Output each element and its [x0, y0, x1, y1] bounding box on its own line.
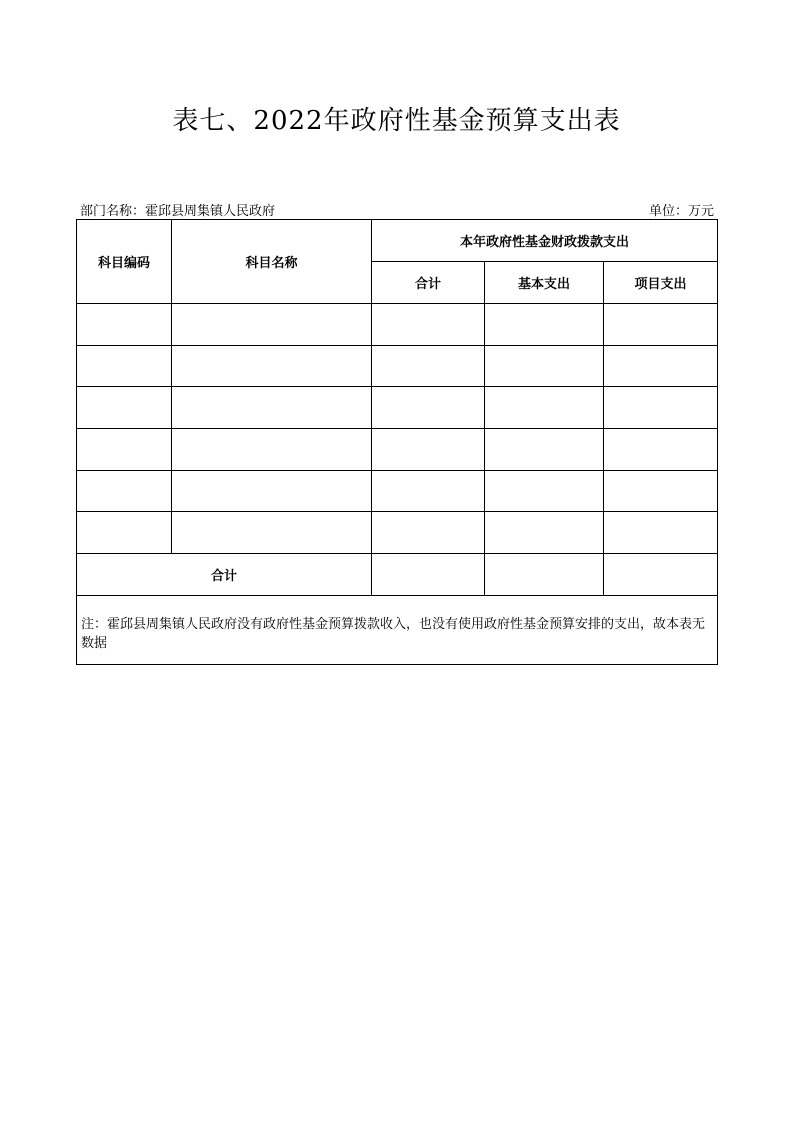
cell-basic [485, 471, 604, 512]
cell-code [77, 471, 172, 512]
budget-table [76, 219, 718, 665]
cell-project [604, 346, 718, 387]
header-project: 项目支出 [604, 262, 718, 304]
table-row [77, 429, 718, 471]
cell-total [372, 387, 485, 429]
page-title: 表七、2022年政府性基金预算支出表 [172, 106, 621, 136]
header-subject-name: 科目名称 [172, 220, 372, 304]
header-total: 合计 [372, 262, 485, 304]
header-subject-code: 科目编码 [77, 220, 172, 304]
cell-project [604, 512, 718, 554]
cell-total [372, 512, 485, 554]
cell-code [77, 304, 172, 346]
summary-row [77, 554, 718, 596]
table-row [77, 471, 718, 512]
table-note: 注：霍邱县周集镇人民政府没有政府性基金预算拨款收入，也没有使用政府性基金预算安排的支出，故本表无数据 [77, 596, 718, 665]
unit-label: 单位：万元 [648, 204, 714, 219]
cell-basic [485, 346, 604, 387]
cell-total [372, 471, 485, 512]
header-fund-expenditure: 本年政府性基金财政拨款支出 [372, 220, 718, 262]
cell-code [77, 387, 172, 429]
cell-name [172, 471, 372, 512]
header-basic: 基本支出 [485, 262, 604, 304]
cell-name [172, 429, 372, 471]
cell-project [604, 304, 718, 346]
table-row [77, 512, 718, 554]
cell-name [172, 387, 372, 429]
summary-basic [485, 554, 604, 596]
cell-code [77, 346, 172, 387]
cell-basic [485, 512, 604, 554]
cell-name [172, 512, 372, 554]
summary-total [372, 554, 485, 596]
cell-project [604, 429, 718, 471]
cell-total [372, 346, 485, 387]
cell-basic [485, 304, 604, 346]
summary-label: 合计 [77, 554, 372, 596]
cell-project [604, 471, 718, 512]
cell-total [372, 429, 485, 471]
cell-total [372, 304, 485, 346]
summary-project [604, 554, 718, 596]
cell-name [172, 346, 372, 387]
cell-name [172, 304, 372, 346]
cell-basic [485, 429, 604, 471]
table-row [77, 387, 718, 429]
cell-code [77, 512, 172, 554]
department-name: 部门名称：霍邱县周集镇人民政府 [80, 204, 276, 219]
table-row [77, 346, 718, 387]
cell-code [77, 429, 172, 471]
cell-basic [485, 387, 604, 429]
table-row [77, 304, 718, 346]
cell-project [604, 387, 718, 429]
